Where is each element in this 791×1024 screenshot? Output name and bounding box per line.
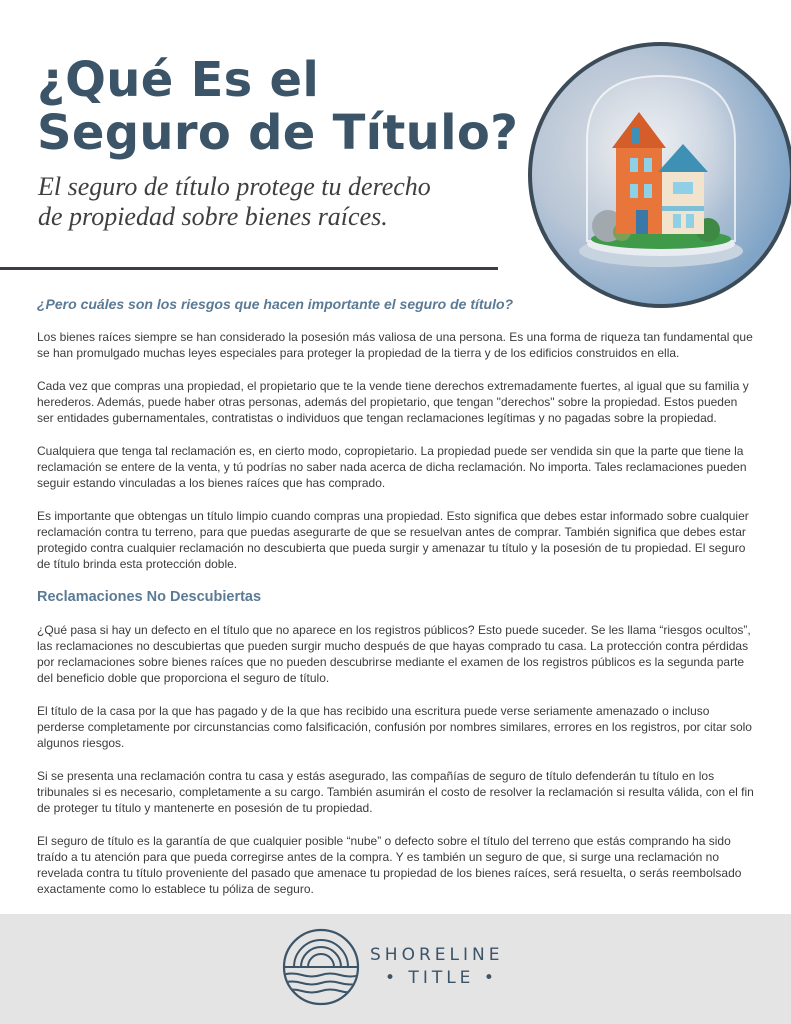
section-heading: Reclamaciones No Descubiertas [37,589,262,605]
main-content [37,296,755,914]
body-paragraph: Si se presenta una reclamación contra tu casa y estás asegurado, las compañías de seguro de título defenderán tu título en los tribunales si es necesario, completamente a su cargo. También asumirán el costo de resolver la reclamación si resulta válida, con el fin de proteger tu título y mantenerte en posesión de tu propiedad. [37,769,754,815]
subtitle-line-1: El seguro de título protege tu derecho [38,172,431,201]
page-title [37,54,518,160]
footer [0,914,791,1024]
hero-image [528,42,791,308]
risks-question-heading: ¿Pero cuáles son los riesgos que hacen importante el seguro de título? [37,296,514,312]
body-paragraph: Los bienes raíces siempre se han considerado la posesión más valiosa de una persona. Es una forma de riqueza tan fundamental que se han promulgado muchas leyes especiales para proteger la propiedad de la tierra y de los edificios construidos en ella. [37,330,753,360]
brand-name: SHORELINE [370,945,504,965]
title-divider [0,267,498,270]
body-paragraph: Cualquiera que tenga tal reclamación es, en cierto modo, copropietario. La propiedad puede ser vendida sin que la parte que tiene la reclamación se entere de la venta, y tú podrías no saber nada acerca de dicha reclamación. No importa. Tales reclamaciones pueden seguir estando vinculadas a los bienes raíces que has comprado. [37,444,747,490]
subtitle-line-2: de propiedad sobre bienes raíces. [38,202,388,231]
page-subtitle [38,172,508,232]
title-line-1: ¿Qué Es el [37,52,320,108]
title-line-2: Seguro de Título? [37,105,519,161]
body-paragraph: El título de la casa por la que has pagado y de la que has recibido una escritura puede verse seriamente amenazado o incluso perderse completamente por circunstancias como falsificación, confusión por nombres similares, errores en los registros, por citar solo algunos riesgos. [37,704,752,750]
body-paragraph: Es importante que obtengas un título limpio cuando compras una propiedad. Esto significa que debes estar informado sobre cualquier reclamación contra tu terreno, para que puedas asegurarte de que se resuelvan antes de comprar. También significa que debes estar protegido contra cualquier reclamación no descubierta que pueda surgir y amenazar tu título y la posesión de tu propiedad. El seguro de título brinda esta protección doble. [37,509,749,571]
brand-subtitle: • TITLE • [385,968,498,988]
body-paragraph: Cada vez que compras una propiedad, el propietario que te la vende tiene derechos extremadamente fuertes, al igual que su familia y herederos. Además, puede haber otras personas, además del propietario, que tengan "derechos" sobre la propiedad. Estos pueden ser entidades gubernamentales, contratistas o individuos que tengan reclamaciones legítimas y no pagadas sobre la propiedad. [37,379,749,425]
shoreline-waves-logo-icon [282,928,360,1006]
house-in-glass-dome-icon [532,46,790,304]
body-paragraph: ¿Qué pasa si hay un defecto en el título que no aparece en los registros públicos? Esto puede suceder. Se les llama “riesgos ocultos”, las reclamaciones no descubiertas que pueden surgir mucho después de que hayas comprado tu casa. La protección contra pérdidas por reclamaciones sobre bienes raíces que no pueden descubrirse mediante el examen de los registros públicos es la segunda parte del beneficio doble que proporciona el seguro de título. [37,623,751,685]
body-paragraph: El seguro de título es la garantía de que cualquier posible “nube” o defecto sobre el título del terreno que estás comprando ha sido traído a tu atención para que pueda corregirse antes de la compra. Y es también un seguro de que, si surge una reclamación no revelada contra tu título proveniente del pasado que amenace tu propiedad de los bienes raíces, será resuelta, o serás reembolsado exactamente como lo establece tu póliza de seguro. [37,834,742,896]
